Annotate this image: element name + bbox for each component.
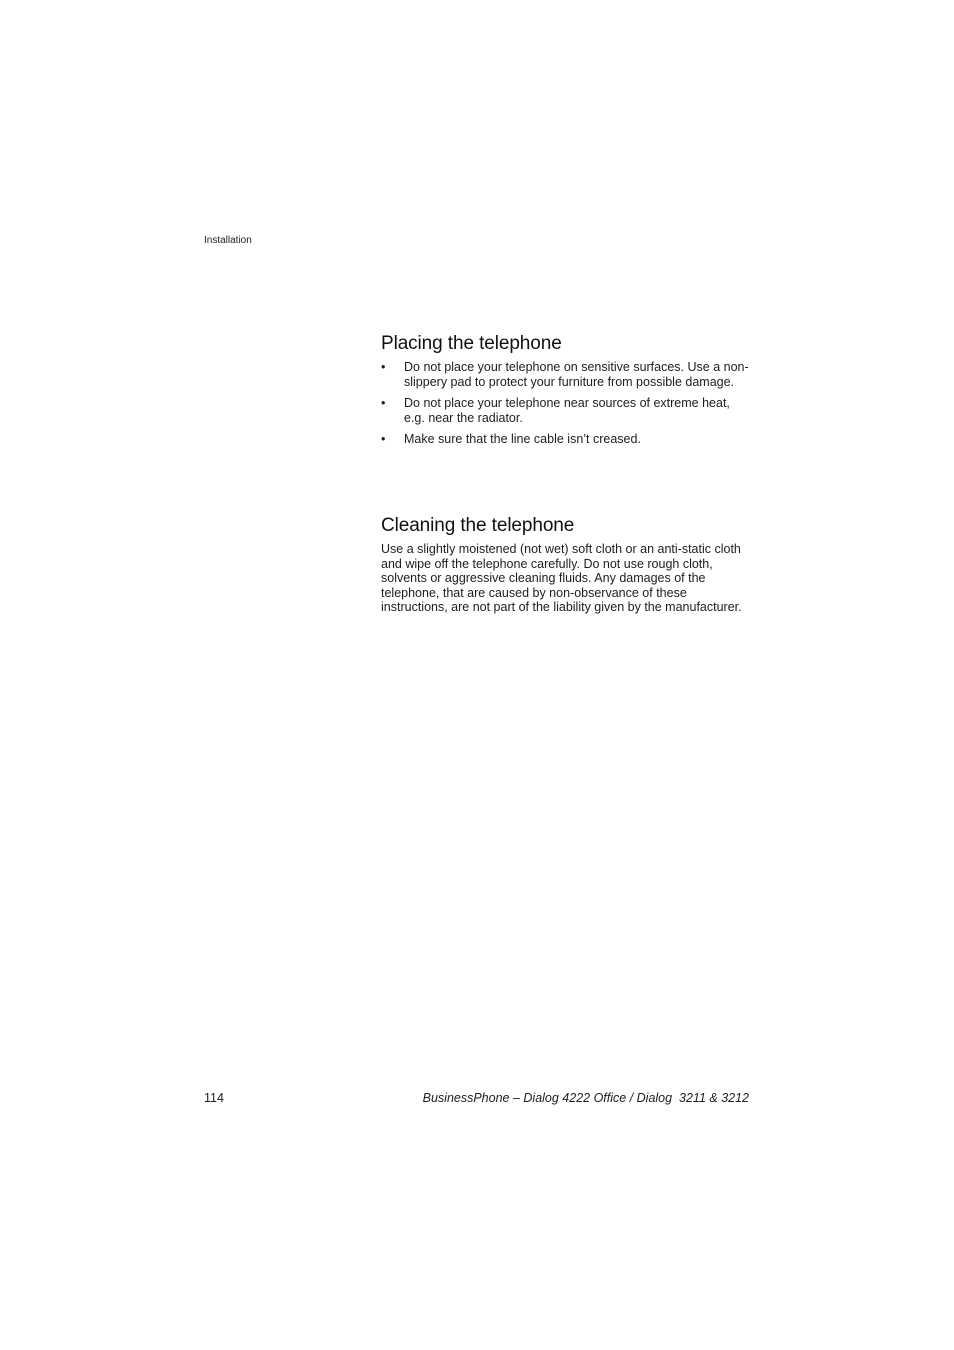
cleaning-section — [381, 514, 753, 615]
placing-heading: Placing the telephone — [381, 333, 562, 354]
list-item — [381, 396, 753, 425]
list-item — [381, 360, 753, 389]
footer-document-title: BusinessPhone – Dialog 4222 Office / Dialog 3211 & 3212 — [422, 1091, 749, 1105]
list-item-text: Do not place your telephone near sources of extreme heat, e.g. near the radiator. — [404, 396, 730, 425]
list-item — [381, 432, 753, 447]
list-item-text: Make sure that the line cable isn’t creased. — [404, 432, 641, 446]
list-item-text: Do not place your telephone on sensitive surfaces. Use a non-slippery pad to protect your furniture from possible damage. — [404, 360, 749, 389]
running-header: Installation — [204, 235, 252, 246]
bullet-icon: • — [381, 360, 386, 374]
placing-list — [381, 360, 753, 447]
bullet-icon: • — [381, 432, 386, 446]
placing-section — [381, 332, 753, 454]
page-number: 114 — [204, 1091, 224, 1105]
cleaning-heading: Cleaning the telephone — [381, 515, 575, 536]
bullet-icon: • — [381, 396, 386, 410]
cleaning-paragraph: Use a slightly moistened (not wet) soft cloth or an anti-static cloth and wipe off the telephone carefully. Do not use rough cloth, solvents or aggressive cleaning fluids. Any damages of the telephone, that are caused by non-observance of these instructions, are not part of the liability given by the manufacturer. — [381, 542, 742, 614]
